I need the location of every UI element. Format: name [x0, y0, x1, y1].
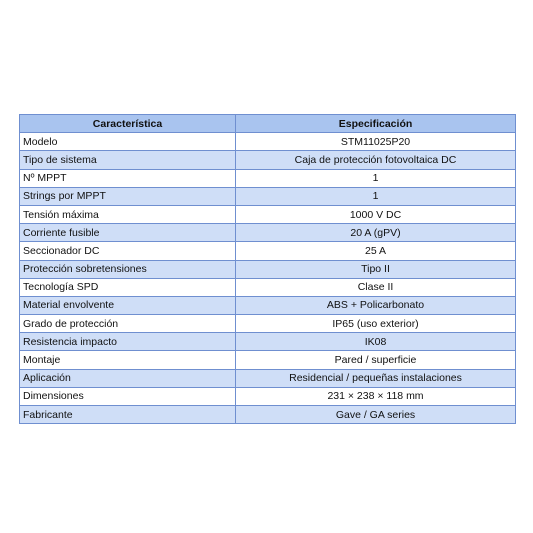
specification-cell: ABS + Policarbonato: [236, 296, 516, 314]
spec-table: [19, 114, 516, 424]
feature-cell: Tensión máxima: [20, 205, 236, 223]
specification-cell: IK08: [236, 333, 516, 351]
specification-cell: Tipo II: [236, 260, 516, 278]
specification-cell: Residencial / pequeñas instalaciones: [236, 369, 516, 387]
table-row: [20, 369, 516, 387]
feature-cell: Strings por MPPT: [20, 187, 236, 205]
table-header: [20, 115, 516, 133]
table-header-row: [20, 115, 516, 133]
table-row: [20, 169, 516, 187]
table-row: [20, 387, 516, 405]
specification-cell: 1: [236, 169, 516, 187]
specification-cell: 1000 V DC: [236, 205, 516, 223]
feature-cell: Montaje: [20, 351, 236, 369]
specification-cell: IP65 (uso exterior): [236, 315, 516, 333]
feature-cell: Grado de protección: [20, 315, 236, 333]
feature-cell: Fabricante: [20, 406, 236, 424]
specification-cell: 20 A (gPV): [236, 224, 516, 242]
specification-cell: STM11025P20: [236, 133, 516, 151]
specification-cell: Caja de protección fotovoltaica DC: [236, 151, 516, 169]
table-row: [20, 278, 516, 296]
table-row: [20, 133, 516, 151]
specification-cell: Gave / GA series: [236, 406, 516, 424]
table-row: [20, 351, 516, 369]
column-header-feature: Característica: [20, 115, 236, 133]
table-row: [20, 205, 516, 223]
feature-cell: Corriente fusible: [20, 224, 236, 242]
column-header-specification: Especificación: [236, 115, 516, 133]
table-row: [20, 406, 516, 424]
table-row: [20, 187, 516, 205]
feature-cell: Aplicación: [20, 369, 236, 387]
feature-cell: Tecnología SPD: [20, 278, 236, 296]
specification-cell: 25 A: [236, 242, 516, 260]
table-row: [20, 315, 516, 333]
table-row: [20, 224, 516, 242]
table-row: [20, 333, 516, 351]
feature-cell: Protección sobretensiones: [20, 260, 236, 278]
specification-cell: Pared / superficie: [236, 351, 516, 369]
table-body: [20, 133, 516, 424]
feature-cell: Modelo: [20, 133, 236, 151]
feature-cell: Tipo de sistema: [20, 151, 236, 169]
feature-cell: Nº MPPT: [20, 169, 236, 187]
feature-cell: Seccionador DC: [20, 242, 236, 260]
feature-cell: Material envolvente: [20, 296, 236, 314]
table-row: [20, 260, 516, 278]
feature-cell: Dimensiones: [20, 387, 236, 405]
table-row: [20, 242, 516, 260]
table-row: [20, 151, 516, 169]
table-row: [20, 296, 516, 314]
specification-cell: 1: [236, 187, 516, 205]
feature-cell: Resistencia impacto: [20, 333, 236, 351]
specification-cell: 231 × 238 × 118 mm: [236, 387, 516, 405]
specification-cell: Clase II: [236, 278, 516, 296]
